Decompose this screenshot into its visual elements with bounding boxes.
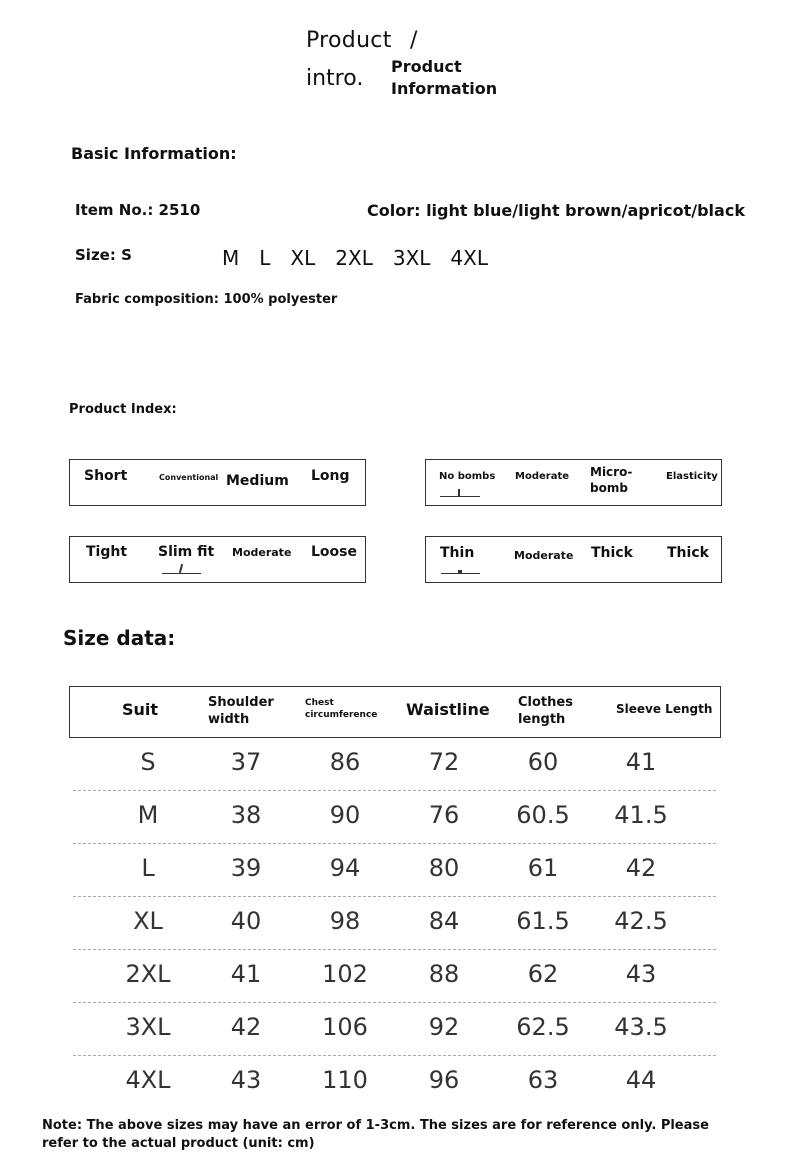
row-divider xyxy=(73,790,716,791)
thickness-index-box xyxy=(425,536,722,583)
table-cell: XL xyxy=(133,907,163,935)
fit-slim: Slim fit xyxy=(158,544,215,560)
table-cell: 96 xyxy=(428,1066,460,1094)
table-cell: 102 xyxy=(322,960,368,988)
table-cell: 39 xyxy=(230,854,262,882)
thickness-thick: Thick xyxy=(591,545,633,561)
row-divider xyxy=(73,1055,716,1056)
header-slash: / xyxy=(410,28,418,53)
fabric-composition: Fabric composition: 100% polyester xyxy=(75,292,338,307)
table-cell: 90 xyxy=(329,801,361,829)
table-cell: 61.5 xyxy=(516,907,570,935)
table-cell: 60 xyxy=(527,748,559,776)
header-suit: Suit xyxy=(122,700,159,719)
size-option: 3XL xyxy=(392,246,431,270)
table-cell: 42 xyxy=(230,1013,262,1041)
table-cell: 76 xyxy=(428,801,460,829)
table-cell: 44 xyxy=(625,1066,657,1094)
selected-marker xyxy=(458,570,462,573)
selected-marker xyxy=(179,564,183,573)
header-clothes-length: length xyxy=(518,712,566,727)
selected-underline xyxy=(441,573,480,574)
table-cell: 61 xyxy=(527,854,559,882)
row-divider xyxy=(73,1002,716,1003)
header-chest-circumference: circumference xyxy=(305,710,378,720)
header-shoulder: Shoulder xyxy=(208,695,274,710)
elasticity-micro: Micro- xyxy=(590,465,633,479)
size-option: 2XL xyxy=(335,246,373,270)
selected-underline xyxy=(440,496,480,497)
table-cell: 40 xyxy=(230,907,262,935)
basic-info-title: Basic Information: xyxy=(71,144,237,163)
table-cell: 42 xyxy=(625,854,657,882)
table-cell: 38 xyxy=(230,801,262,829)
header-info-line2: Information xyxy=(391,79,498,98)
table-cell: 98 xyxy=(329,907,361,935)
table-cell: 43 xyxy=(230,1066,262,1094)
table-cell: 41 xyxy=(625,748,657,776)
row-divider xyxy=(73,843,716,844)
table-cell: 37 xyxy=(230,748,262,776)
thickness-moderate: Moderate xyxy=(514,549,574,562)
table-cell: 63 xyxy=(527,1066,559,1094)
row-divider xyxy=(73,949,716,950)
header-shoulder-width: width xyxy=(208,712,250,727)
table-cell: 106 xyxy=(322,1013,368,1041)
fit-moderate: Moderate xyxy=(232,546,292,559)
table-cell: 86 xyxy=(329,748,361,776)
size-option: L xyxy=(259,246,271,270)
table-cell: 94 xyxy=(329,854,361,882)
fit-index-box xyxy=(69,536,366,583)
length-short: Short xyxy=(84,468,128,484)
color-info: Color: light blue/light brown/apricot/black xyxy=(367,201,745,220)
table-cell: 84 xyxy=(428,907,460,935)
table-cell: 43 xyxy=(625,960,657,988)
fit-loose: Loose xyxy=(311,544,357,560)
length-medium: Medium xyxy=(226,473,289,489)
table-cell: 80 xyxy=(428,854,460,882)
item-number: Item No.: 2510 xyxy=(75,201,201,219)
size-option: XL xyxy=(290,246,316,270)
header-sleeve-length: Sleeve Length xyxy=(616,702,713,716)
product-index-title: Product Index: xyxy=(69,402,177,417)
table-cell: 88 xyxy=(428,960,460,988)
size-option: 4XL xyxy=(450,246,488,270)
elasticity-label: Elasticity xyxy=(666,471,718,482)
header-waistline: Waistline xyxy=(406,700,490,719)
elasticity-moderate: Moderate xyxy=(515,471,570,482)
row-divider xyxy=(73,896,716,897)
table-cell: 62 xyxy=(527,960,559,988)
header-info-line1: Product xyxy=(391,57,462,76)
elasticity-bomb: bomb xyxy=(590,481,628,495)
header-chest: Chest xyxy=(305,698,334,708)
table-cell: 62.5 xyxy=(516,1013,570,1041)
table-cell: 60.5 xyxy=(516,801,570,829)
size-label: Size: S xyxy=(75,246,132,264)
thickness-thick-2: Thick xyxy=(667,545,709,561)
table-cell: 110 xyxy=(322,1066,368,1094)
table-cell: 41.5 xyxy=(614,801,668,829)
table-cell: L xyxy=(141,854,155,882)
table-cell: 72 xyxy=(428,748,460,776)
table-cell: 42.5 xyxy=(614,907,668,935)
selected-underline xyxy=(162,573,201,574)
table-cell: 43.5 xyxy=(614,1013,668,1041)
length-long: Long xyxy=(311,468,350,484)
table-cell: 41 xyxy=(230,960,262,988)
table-cell: M xyxy=(137,801,159,829)
header-product: Product xyxy=(306,28,392,53)
table-cell: 3XL xyxy=(125,1013,171,1041)
fit-tight: Tight xyxy=(86,544,128,560)
length-conventional: Conventional xyxy=(159,473,219,482)
table-cell: 2XL xyxy=(125,960,171,988)
size-table-header xyxy=(69,686,721,738)
table-cell: 92 xyxy=(428,1013,460,1041)
thickness-thin: Thin xyxy=(440,545,475,561)
header-clothes: Clothes xyxy=(518,695,573,710)
header-intro: intro. xyxy=(306,66,364,91)
table-cell: S xyxy=(140,748,156,776)
size-options xyxy=(222,246,508,270)
size-data-title: Size data: xyxy=(63,626,176,650)
length-index-box xyxy=(69,459,366,506)
selected-marker xyxy=(458,489,460,496)
elasticity-no-bombs: No bombs xyxy=(439,471,496,482)
table-cell: 4XL xyxy=(125,1066,171,1094)
elasticity-index-box xyxy=(425,459,722,506)
size-option: M xyxy=(222,246,240,270)
size-note: Note: The above sizes may have an error of 1-3cm. The sizes are for reference only. Please refer to the actual product (unit: cm) xyxy=(42,1118,709,1151)
